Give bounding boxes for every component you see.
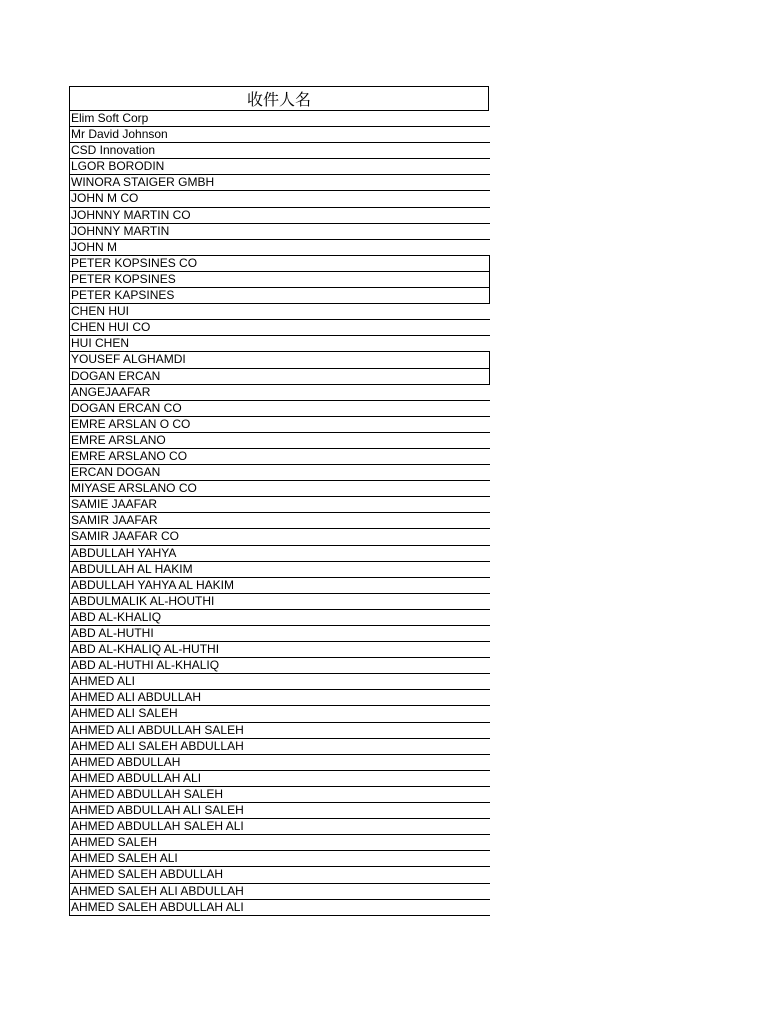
table-row[interactable]: AHMED ABDULLAH SALEH ALI: [70, 819, 490, 835]
table-row[interactable]: DOGAN ERCAN CO: [70, 401, 490, 417]
table-row[interactable]: PETER KOPSINES: [70, 272, 490, 288]
table-row[interactable]: AHMED ABDULLAH SALEH: [70, 787, 490, 803]
table-row[interactable]: ABD AL-HUTHI AL-KHALIQ: [70, 658, 490, 674]
table-row[interactable]: CHEN HUI: [70, 304, 490, 320]
table-row[interactable]: EMRE ARSLAN O CO: [70, 417, 490, 433]
table-row[interactable]: DOGAN ERCAN: [70, 369, 490, 385]
table-row[interactable]: AHMED SALEH ALI ABDULLAH: [70, 884, 490, 900]
table-row[interactable]: AHMED ABDULLAH ALI: [70, 771, 490, 787]
table-row[interactable]: ABDULLAH AL HAKIM: [70, 562, 490, 578]
table-row[interactable]: MIYASE ARSLANO CO: [70, 481, 490, 497]
table-row[interactable]: ABDULLAH YAHYA AL HAKIM: [70, 578, 490, 594]
table-row[interactable]: AHMED ALI ABDULLAH: [70, 690, 490, 706]
table-row[interactable]: SAMIR JAAFAR: [70, 513, 490, 529]
table-row[interactable]: CSD Innovation: [70, 143, 490, 159]
table-row[interactable]: Elim Soft Corp: [70, 111, 490, 127]
table-row[interactable]: JOHN M CO: [70, 191, 490, 207]
table-row[interactable]: LGOR BORODIN: [70, 159, 490, 175]
table-row[interactable]: JOHNNY MARTIN: [70, 224, 490, 240]
table-row[interactable]: PETER KOPSINES CO: [70, 256, 490, 272]
table-row[interactable]: CHEN HUI CO: [70, 320, 490, 336]
table-row[interactable]: AHMED SALEH ALI: [70, 851, 490, 867]
table-row[interactable]: AHMED ALI SALEH ABDULLAH: [70, 739, 490, 755]
table-row[interactable]: AHMED SALEH ABDULLAH: [70, 867, 490, 883]
table-row[interactable]: AHMED SALEH ABDULLAH ALI: [70, 900, 490, 916]
table-row[interactable]: AHMED ALI: [70, 674, 490, 690]
table-row[interactable]: ABD AL-KHALIQ AL-HUTHI: [70, 642, 490, 658]
table-row[interactable]: Mr David Johnson: [70, 127, 490, 143]
table-row[interactable]: SAMIR JAAFAR CO: [70, 529, 490, 545]
table-row[interactable]: AHMED ABDULLAH: [70, 755, 490, 771]
column-header-recipient-name[interactable]: 收件人名: [69, 86, 489, 111]
table-row[interactable]: ANGEJAAFAR: [70, 385, 490, 401]
table-row[interactable]: AHMED ALI SALEH: [70, 706, 490, 722]
table-row[interactable]: ABD AL-HUTHI: [70, 626, 490, 642]
table-row[interactable]: ABDULLAH YAHYA: [70, 546, 490, 562]
table-row[interactable]: ABDULMALIK AL-HOUTHI: [70, 594, 490, 610]
table-row[interactable]: AHMED ALI ABDULLAH SALEH: [70, 723, 490, 739]
table-row[interactable]: AHMED ABDULLAH ALI SALEH: [70, 803, 490, 819]
table-row[interactable]: HUI CHEN: [70, 336, 490, 352]
table-row[interactable]: SAMIE JAAFAR: [70, 497, 490, 513]
table-row[interactable]: EMRE ARSLANO CO: [70, 449, 490, 465]
table-row[interactable]: PETER KAPSINES: [70, 288, 490, 304]
recipient-table: [69, 86, 489, 916]
table-row[interactable]: EMRE ARSLANO: [70, 433, 490, 449]
table-row[interactable]: YOUSEF ALGHAMDI: [70, 352, 490, 368]
table-row[interactable]: JOHN M: [70, 240, 490, 256]
table-body: [69, 111, 490, 916]
table-row[interactable]: ABD AL-KHALIQ: [70, 610, 490, 626]
table-row[interactable]: AHMED SALEH: [70, 835, 490, 851]
table-row[interactable]: ERCAN DOGAN: [70, 465, 490, 481]
table-row[interactable]: JOHNNY MARTIN CO: [70, 208, 490, 224]
table-row[interactable]: WINORA STAIGER GMBH: [70, 175, 490, 191]
